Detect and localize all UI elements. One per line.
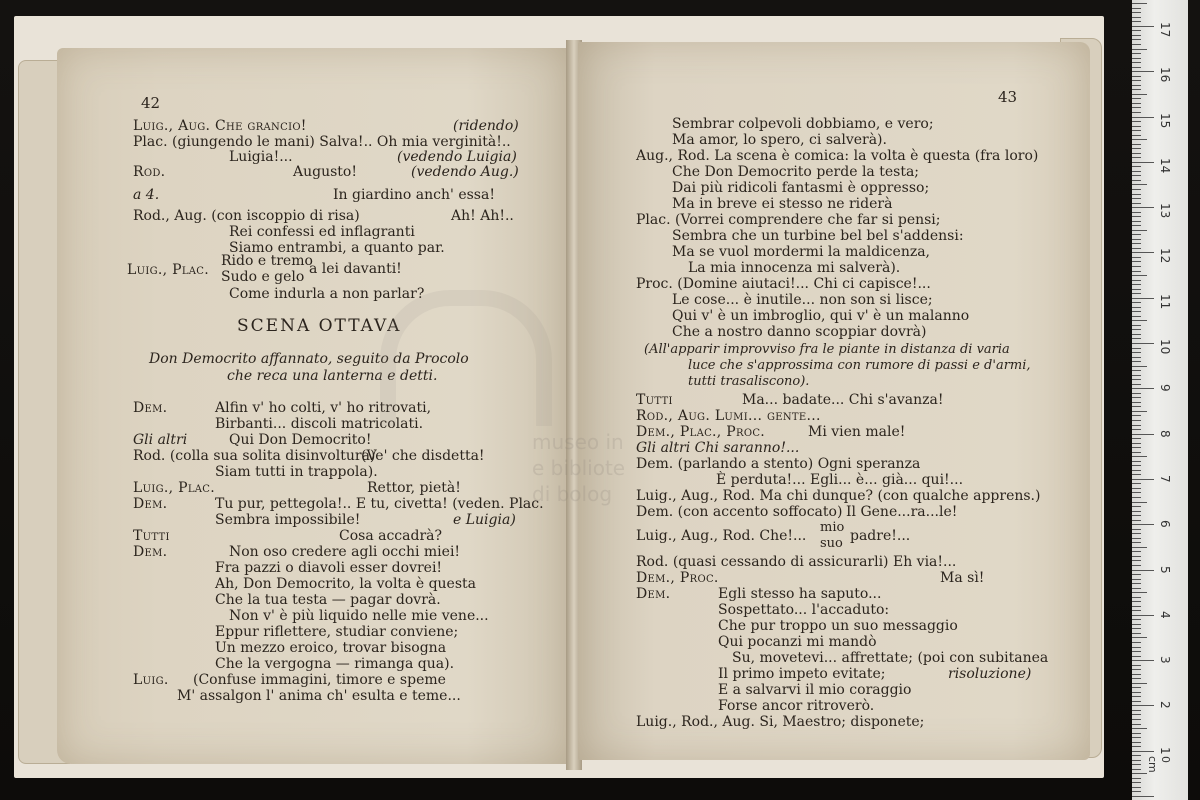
text-line: È perduta!... Egli... è... già... qui!... — [716, 472, 964, 488]
ruler-tick — [1132, 669, 1141, 670]
ruler-tick — [1132, 791, 1141, 792]
ruler-tick — [1132, 588, 1141, 589]
ruler-tick — [1132, 26, 1154, 27]
ruler-tick — [1132, 511, 1141, 512]
ruler-tick — [1132, 30, 1141, 31]
stage-direction: tutti trasaliscono). — [688, 374, 810, 389]
text-line: Dem. (con accento soffocato) — [636, 504, 843, 520]
ruler-tick — [1132, 239, 1141, 240]
text-line: Egli stesso ha saputo... — [718, 586, 882, 602]
ruler-tick — [1132, 733, 1141, 734]
text-line: Mi vien male! — [808, 424, 906, 440]
ruler-tick — [1132, 637, 1147, 638]
ruler-tick — [1132, 357, 1141, 358]
ruler-tick — [1132, 162, 1154, 163]
ruler-tick — [1132, 570, 1154, 571]
ruler-tick — [1132, 338, 1141, 339]
text-line: Dem. — [133, 496, 168, 512]
ruler-tick — [1132, 465, 1141, 466]
text-line: Qui v' è un imbroglio, qui v' è un malanno — [672, 308, 970, 324]
ruler-tick — [1132, 760, 1141, 761]
ruler-tick — [1132, 198, 1141, 199]
ruler-tick — [1132, 230, 1147, 231]
text-line: Un mezzo eroico, trovar bisogna — [215, 640, 447, 656]
ruler-tick — [1132, 248, 1141, 249]
ruler-tick — [1132, 483, 1141, 484]
text-line: mio — [820, 520, 845, 535]
text-line: Come indurla a non parlar? — [229, 286, 425, 302]
ruler-tick — [1132, 574, 1141, 575]
ruler-tick — [1132, 107, 1141, 108]
text-line: Aug., Rod. La scena è comica: la volta è questa (fra loro) — [636, 148, 1039, 164]
ruler-number: 5 — [1158, 565, 1172, 574]
text-line: (vedendo Luigia) — [397, 149, 517, 165]
ruler-number: 14 — [1158, 157, 1172, 174]
ruler-tick — [1132, 642, 1141, 643]
stage-direction: (All'apparir improvviso fra le piante in distanza di varia — [644, 342, 1010, 357]
ruler-tick — [1132, 3, 1147, 4]
ruler-tick — [1132, 76, 1141, 77]
ruler-tick — [1132, 397, 1141, 398]
ruler-tick — [1132, 234, 1141, 235]
text-line: La mia innocenza mi salverà). — [688, 260, 901, 276]
ruler-tick — [1132, 665, 1141, 666]
ruler-tick — [1132, 656, 1141, 657]
ruler-tick — [1132, 144, 1141, 145]
text-line: Luig., Rod., Aug. Si, Maestro; disponete; — [636, 714, 925, 730]
text-line: Dem. — [133, 400, 168, 416]
ruler-tick — [1132, 112, 1141, 113]
ruler-tick — [1132, 787, 1141, 788]
ruler-number: 9 — [1158, 384, 1172, 392]
text-line: Rido e tremo — [221, 253, 313, 269]
ruler-tick — [1132, 678, 1141, 679]
ruler-tick — [1132, 606, 1141, 607]
ruler-tick — [1132, 21, 1141, 22]
ruler-tick — [1132, 153, 1141, 154]
text-line: Proc. (Domine aiutaci!... Chi ci capisce!... — [636, 276, 931, 292]
text-line: Le cose... è inutile... non son si lisce; — [672, 292, 933, 308]
ruler-tick — [1132, 687, 1141, 688]
ruler-tick — [1132, 375, 1141, 376]
ruler-tick — [1132, 751, 1154, 752]
text-line: Plac. (Vorrei comprendere che far si pensi; — [636, 212, 941, 228]
ruler-tick — [1132, 497, 1141, 498]
ruler-tick — [1132, 488, 1141, 489]
ruler-tick — [1132, 615, 1154, 616]
ruler-tick — [1132, 194, 1141, 195]
text-line: a 4. — [133, 187, 160, 203]
ruler-tick — [1132, 592, 1147, 593]
ruler-tick — [1132, 221, 1141, 222]
ruler-tick — [1132, 728, 1147, 729]
text-line: Rod., Aug. Lumi... gente... — [636, 408, 821, 424]
text-line: (Confuse immagini, timore e speme — [193, 672, 446, 688]
scene-title: SCENA OTTAVA — [237, 316, 402, 336]
text-line: Eppur riflettere, studiar conviene; — [215, 624, 459, 640]
ruler-tick — [1132, 773, 1147, 774]
text-line: Luig., Plac. — [133, 480, 215, 496]
text-line: Forse ancor ritroverò. — [718, 698, 875, 714]
text-line: Siamo entrambi, a quanto par. — [229, 240, 445, 256]
text-line: Ah! Ah!.. — [451, 208, 514, 224]
ruler-tick — [1132, 12, 1141, 13]
ruler-tick — [1132, 746, 1141, 747]
text-line: Birbanti... discoli matricolati. — [215, 416, 424, 432]
ruler-tick — [1132, 560, 1141, 561]
ruler-tick — [1132, 271, 1141, 272]
text-line: Tu pur, pettegola!.. E tu, civetta! (veden. Plac. — [215, 496, 544, 512]
ruler-tick — [1132, 166, 1141, 167]
ruler-tick — [1132, 53, 1141, 54]
text-line: padre!... — [850, 528, 911, 544]
ruler-tick — [1132, 479, 1154, 480]
ruler-tick — [1132, 370, 1141, 371]
ruler-tick — [1132, 80, 1141, 81]
text-line: Augusto! — [293, 164, 357, 180]
ruler-tick — [1132, 307, 1141, 308]
ruler-tick — [1132, 320, 1147, 321]
text-line: Ma... badate... Chi s'avanza! — [742, 392, 944, 408]
ruler-tick — [1132, 384, 1141, 385]
ruler-tick — [1132, 547, 1147, 548]
ruler-tick — [1132, 157, 1141, 158]
ruler-tick — [1132, 705, 1154, 706]
ruler-tick — [1132, 415, 1141, 416]
ruler-tick — [1132, 175, 1141, 176]
ruler-tick — [1132, 633, 1141, 634]
ruler-tick — [1132, 58, 1141, 59]
ruler-tick — [1132, 701, 1141, 702]
ruler-tick — [1132, 207, 1154, 208]
ruler-tick — [1132, 203, 1141, 204]
ruler-tick — [1132, 402, 1141, 403]
ruler-tick — [1132, 284, 1141, 285]
ruler-tick — [1132, 470, 1141, 471]
ruler-number: 3 — [1158, 656, 1172, 664]
ruler-number: 8 — [1158, 429, 1172, 438]
ruler-unit: 0 cm — [1146, 756, 1172, 773]
ruler-tick — [1132, 212, 1141, 213]
ruler-number: 12 — [1158, 248, 1172, 264]
ruler-tick — [1132, 692, 1141, 693]
ruler-tick — [1132, 329, 1141, 330]
ruler-tick — [1132, 49, 1147, 50]
text-line: Sospettato... l'accaduto: — [718, 602, 890, 618]
ruler-tick — [1132, 184, 1147, 185]
ruler-number: 7 — [1158, 474, 1172, 483]
text-line: Che a nostro danno scoppiar dovrà) — [672, 324, 927, 340]
scene-direction: Don Democrito affannato, seguito da Procolo — [149, 351, 469, 367]
right-page — [578, 42, 1090, 760]
ruler-tick — [1132, 298, 1154, 299]
ruler-tick — [1132, 696, 1141, 697]
ruler-tick — [1132, 366, 1147, 367]
text-line: Sembrar colpevoli dobbiamo, e vero; — [672, 116, 934, 132]
ruler-tick — [1132, 257, 1141, 258]
scene-direction: che reca una lanterna e detti. — [227, 368, 438, 384]
ruler-tick — [1132, 216, 1141, 217]
text-line: Rod. (colla sua solita disinvoltura) — [133, 448, 376, 464]
ruler-tick — [1132, 660, 1154, 661]
ruler-tick — [1132, 8, 1141, 9]
ruler-tick — [1132, 714, 1141, 715]
text-line: Luig., Aug., Rod. Ma chi dunque? (con qualche apprens.) — [636, 488, 1041, 504]
ruler-tick — [1132, 520, 1141, 521]
ruler-tick — [1132, 647, 1141, 648]
text-line: In giardino anch' essa! — [333, 187, 495, 203]
ruler-tick — [1132, 502, 1147, 503]
text-line: Qui pocanzi mi mandò — [718, 634, 877, 650]
ruler-tick — [1132, 452, 1141, 453]
ruler-tick — [1132, 506, 1141, 507]
ruler-tick — [1132, 719, 1141, 720]
text-line: Che pur troppo un suo messaggio — [718, 618, 958, 634]
watermark-text: e bibliote — [532, 456, 626, 480]
text-line: Sembra impossibile! — [215, 512, 361, 528]
ruler-tick — [1132, 252, 1154, 253]
ruler-tick — [1132, 103, 1141, 104]
ruler-tick — [1132, 180, 1141, 181]
ruler-tick — [1132, 474, 1141, 475]
text-line: Rettor, pietà! — [367, 480, 461, 496]
text-line: E a salvarvi il mio coraggio — [718, 682, 912, 698]
ruler-tick — [1132, 742, 1141, 743]
text-line: Ma amor, lo spero, ci salverà). — [672, 132, 887, 148]
ruler-tick — [1132, 556, 1141, 557]
ruler-tick — [1132, 348, 1141, 349]
ruler-tick — [1132, 755, 1141, 756]
ruler-tick — [1132, 456, 1147, 457]
text-line: Sudo e gelo — [221, 269, 305, 285]
ruler-tick — [1132, 293, 1141, 294]
ruler-tick — [1132, 674, 1141, 675]
ruler-number: 6 — [1158, 520, 1172, 528]
ruler-tick — [1132, 624, 1141, 625]
ruler-tick — [1132, 628, 1141, 629]
text-line: Alfin v' ho colti, v' ho ritrovati, — [215, 400, 432, 416]
page-number: 42 — [141, 94, 161, 112]
ruler-tick — [1132, 343, 1154, 344]
ruler-tick — [1132, 225, 1141, 226]
measuring-ruler — [1132, 0, 1188, 800]
ruler-tick — [1132, 565, 1141, 566]
ruler-tick — [1132, 311, 1141, 312]
text-line: suo — [820, 536, 843, 551]
watermark-logo — [380, 290, 552, 426]
ruler-tick — [1132, 542, 1141, 543]
ruler-tick — [1132, 261, 1141, 262]
text-line: Dai più ridicoli fantasmi è oppresso; — [672, 180, 930, 196]
text-line: Che Don Democrito perde la testa; — [672, 164, 920, 180]
ruler-tick — [1132, 189, 1141, 190]
text-line: Sembra che un turbine bel bel s'addensi: — [672, 228, 964, 244]
ruler-tick — [1132, 406, 1141, 407]
text-line: Gli altri — [133, 432, 188, 448]
ruler-tick — [1132, 130, 1141, 131]
ruler-tick — [1132, 289, 1141, 290]
ruler-tick — [1132, 524, 1154, 525]
ruler-tick — [1132, 361, 1141, 362]
ruler-tick — [1132, 782, 1141, 783]
ruler-tick — [1132, 89, 1141, 90]
ruler-tick — [1132, 420, 1141, 421]
text-line: e Luigia) — [453, 512, 516, 528]
ruler-number: 17 — [1158, 21, 1172, 38]
ruler-tick — [1132, 533, 1141, 534]
ruler-tick — [1132, 538, 1141, 539]
watermark-text: di bolog — [532, 482, 613, 506]
ruler-tick — [1132, 302, 1141, 303]
ruler-tick — [1132, 778, 1141, 779]
text-line: Tutti — [133, 528, 170, 544]
ruler-number: 1 — [1158, 746, 1172, 755]
ruler-tick — [1132, 438, 1141, 439]
text-line: Dem. — [133, 544, 168, 560]
ruler-tick — [1132, 266, 1141, 267]
ruler-tick — [1132, 44, 1141, 45]
ruler-tick — [1132, 39, 1141, 40]
text-line: Che la vergogna — rimanga qua). — [215, 656, 455, 672]
ruler-tick — [1132, 411, 1147, 412]
ruler-tick — [1132, 583, 1141, 584]
ruler-tick — [1132, 737, 1141, 738]
ruler-tick — [1132, 551, 1141, 552]
ruler-tick — [1132, 529, 1141, 530]
text-line: Ma se vuol mordermi la maldicenza, — [672, 244, 931, 260]
ruler-tick — [1132, 85, 1141, 86]
text-line: Dem. (parlando a stento) Ogni speranza — [636, 456, 921, 472]
watermark-text: museo in — [532, 430, 624, 454]
ruler-tick — [1132, 135, 1141, 136]
ruler-tick — [1132, 148, 1141, 149]
ruler-tick — [1132, 121, 1141, 122]
text-line: Rod. — [133, 164, 166, 180]
ruler-tick — [1132, 461, 1141, 462]
ruler-number: 15 — [1158, 112, 1172, 128]
ruler-number: 2 — [1158, 701, 1172, 710]
ruler-tick — [1132, 71, 1154, 72]
ruler-tick — [1132, 325, 1141, 326]
text-line: Ah, Don Democrito, la volta è questa — [215, 576, 476, 592]
ruler-number: 4 — [1158, 610, 1172, 619]
ruler-tick — [1132, 492, 1141, 493]
ruler-tick — [1132, 35, 1141, 36]
text-line: Il primo impeto evitate; — [718, 666, 886, 682]
text-line: Luig., Aug., Rod. Che!... — [636, 528, 807, 544]
ruler-tick — [1132, 764, 1141, 765]
text-line: Ma in breve ei stesso ne riderà — [672, 196, 893, 212]
ruler-tick — [1132, 597, 1141, 598]
ruler-tick — [1132, 447, 1141, 448]
ruler-tick — [1132, 651, 1141, 652]
ruler-tick — [1132, 429, 1141, 430]
ruler-tick — [1132, 171, 1141, 172]
ruler-tick — [1132, 388, 1154, 389]
text-line: Non oso credere agli occhi miei! — [229, 544, 461, 560]
text-line: a lei davanti! — [309, 261, 402, 277]
text-line: Fra pazzi o diavoli esser dovrei! — [215, 560, 443, 576]
ruler-number: 10 — [1158, 339, 1172, 355]
text-line: Gli altri Chi saranno!... — [636, 440, 800, 456]
stage-direction: luce che s'approssima con rumore di passi e d'armi, — [688, 358, 1031, 373]
text-line: Cosa accadrà? — [339, 528, 443, 544]
ruler-tick — [1132, 62, 1141, 63]
ruler-tick — [1132, 126, 1141, 127]
text-line: Ma sì! — [940, 570, 985, 586]
ruler-tick — [1132, 94, 1147, 95]
text-line: risoluzione) — [948, 666, 1032, 682]
ruler-tick — [1132, 17, 1141, 18]
ruler-tick — [1132, 67, 1141, 68]
ruler-number: 13 — [1158, 203, 1172, 219]
ruler-number: 11 — [1158, 293, 1172, 309]
ruler-tick — [1132, 425, 1141, 426]
text-line: Dem. — [636, 586, 671, 602]
text-line: Qui Don Democrito! — [229, 432, 372, 448]
text-line: (ridendo) — [453, 118, 519, 134]
ruler-tick — [1132, 393, 1141, 394]
ruler-tick — [1132, 379, 1141, 380]
ruler-tick — [1132, 352, 1141, 353]
ruler-tick — [1132, 796, 1154, 797]
ruler-tick — [1132, 619, 1141, 620]
text-line: Rod. (quasi cessando di assicurarli) Eh via!... — [636, 554, 957, 570]
ruler-tick — [1132, 117, 1154, 118]
ruler-tick — [1132, 316, 1141, 317]
text-line: Il Gene...ra...le! — [846, 504, 958, 520]
ruler-tick — [1132, 724, 1141, 725]
ruler-tick — [1132, 769, 1141, 770]
text-line: M' assalgon l' anima ch' esulta e teme... — [177, 688, 461, 704]
ruler-number: 16 — [1158, 67, 1172, 83]
text-line: Luig. — [133, 672, 169, 688]
text-line: Plac. (giungendo le mani) Salva!.. Oh mia verginità!.. — [133, 134, 511, 150]
ruler-tick — [1132, 98, 1141, 99]
ruler-tick — [1132, 434, 1154, 435]
text-line: Non v' è più liquido nelle mie vene... — [229, 608, 489, 624]
text-line: Rei confessi ed inflagranti — [229, 224, 415, 240]
page-number: 43 — [998, 88, 1018, 106]
ruler-tick — [1132, 710, 1141, 711]
text-line: Luig., Aug. Che grancio! — [133, 118, 307, 134]
ruler-tick — [1132, 243, 1141, 244]
ruler-tick — [1132, 139, 1147, 140]
ruler-tick — [1132, 683, 1147, 684]
ruler-tick — [1132, 515, 1141, 516]
ruler-tick — [1132, 443, 1141, 444]
ruler-tick — [1132, 334, 1141, 335]
text-line: Dem., Plac., Proc. — [636, 424, 766, 440]
text-line: Rod., Aug. (con iscoppio di risa) — [133, 208, 360, 224]
text-line: (vedendo Aug.) — [411, 164, 519, 180]
text-line: Luigia!... — [229, 149, 293, 165]
ruler-tick — [1132, 579, 1141, 580]
text-line: Tutti — [636, 392, 673, 408]
text-line: Dem., Proc. — [636, 570, 719, 586]
ruler-tick — [1132, 280, 1141, 281]
text-line: Che la tua testa — pagar dovrà. — [215, 592, 441, 608]
text-line: Su, movetevi... affrettate; (poi con subitanea — [732, 650, 1049, 666]
ruler-tick — [1132, 601, 1141, 602]
ruler-tick — [1132, 275, 1147, 276]
text-line: Siam tutti in trappola). — [215, 464, 378, 480]
ruler-tick — [1132, 610, 1141, 611]
text-line: (Ve' che disdetta! — [361, 448, 485, 464]
text-line: Luig., Plac. — [127, 262, 209, 278]
